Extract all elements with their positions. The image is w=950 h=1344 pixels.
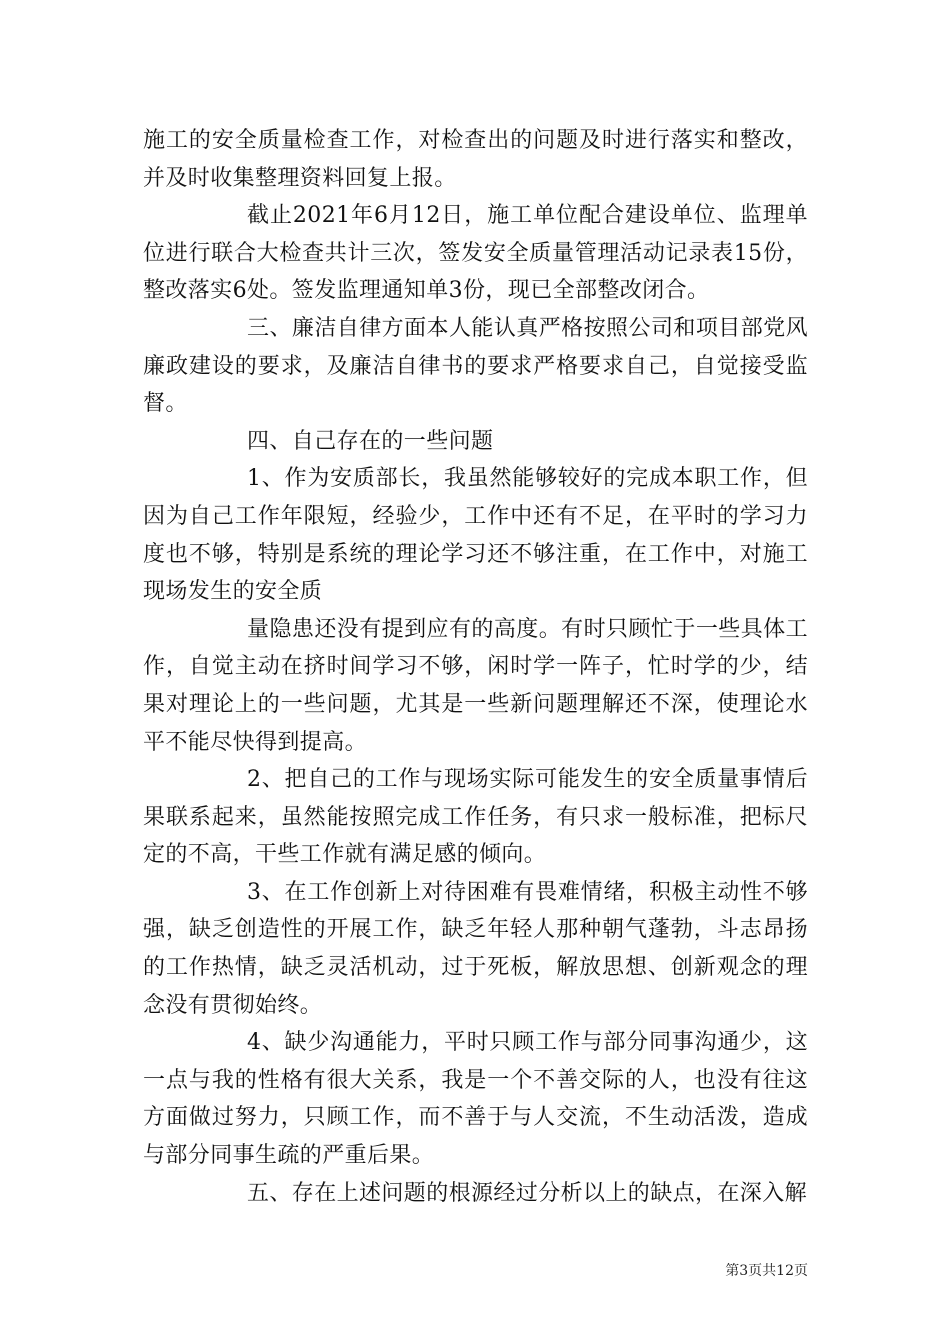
paragraph-7: 2、把自己的工作与现场实际可能发生的安全质量事情后果联系起来，虽然能按照完成工作任务，有只求一般标准，把标尺定的不高，干些工作就有满足感的倾向。 <box>143 767 808 868</box>
paragraph-10: 五、存在上述问题的根源经过分析以上的缺点，在深入解 <box>247 1180 808 1206</box>
paragraph-6: 量隐患还没有提到应有的高度。有时只顾忙于一些具体工作，自觉主动在挤时间学习不够，闲时学一阵子，忙时学的少，结果对理论上的一些问题，尤其是一些新问题理解还不深，使理论水平不能尽快得到提高。 <box>143 616 808 755</box>
paragraph-2: 截止2021年6月12日，施工单位配合建设单位、监理单位进行联合大检查共计三次，签发安全质量管理活动记录表15份，整改落实6处。签发监理通知单3份，现已全部整改闭合。 <box>143 203 808 304</box>
paragraph-4: 四、自己存在的一些问题 <box>247 428 494 454</box>
paragraph-1: 施工的安全质量检查工作，对检查出的问题及时进行落实和整改，并及时收集整理资料回复上报。 <box>143 128 808 191</box>
document-body <box>143 122 808 1212</box>
page-number-footer: 第3页共12页 <box>725 1263 808 1279</box>
paragraph-3: 三、廉洁自律方面本人能认真严格按照公司和项目部党风廉政建设的要求，及廉洁自律书的要求严格要求自己，自觉接受监督。 <box>143 315 808 417</box>
paragraph-8: 3、在工作创新上对待困难有畏难情绪，积极主动性不够强，缺乏创造性的开展工作，缺乏年轻人那种朝气蓬勃，斗志昂扬的工作热情，缺乏灵活机动，过于死板，解放思想、创新观念的理念没有贯彻始终。 <box>143 879 808 1018</box>
paragraph-9: 4、缺少沟通能力，平时只顾工作与部分同事沟通少，这一点与我的性格有很大关系，我是一个不善交际的人，也没有往这方面做过努力，只顾工作，而不善于与人交流，不生动活泼，造成与部分同事生疏的严重后果。 <box>143 1030 808 1169</box>
paragraph-5: 1、作为安质部长，我虽然能够较好的完成本职工作，但因为自己工作年限短，经验少，工作中还有不足，在平时的学习力度也不够，特别是系统的理论学习还不够注重，在工作中，对施工现场发生的安全质 <box>143 466 808 605</box>
